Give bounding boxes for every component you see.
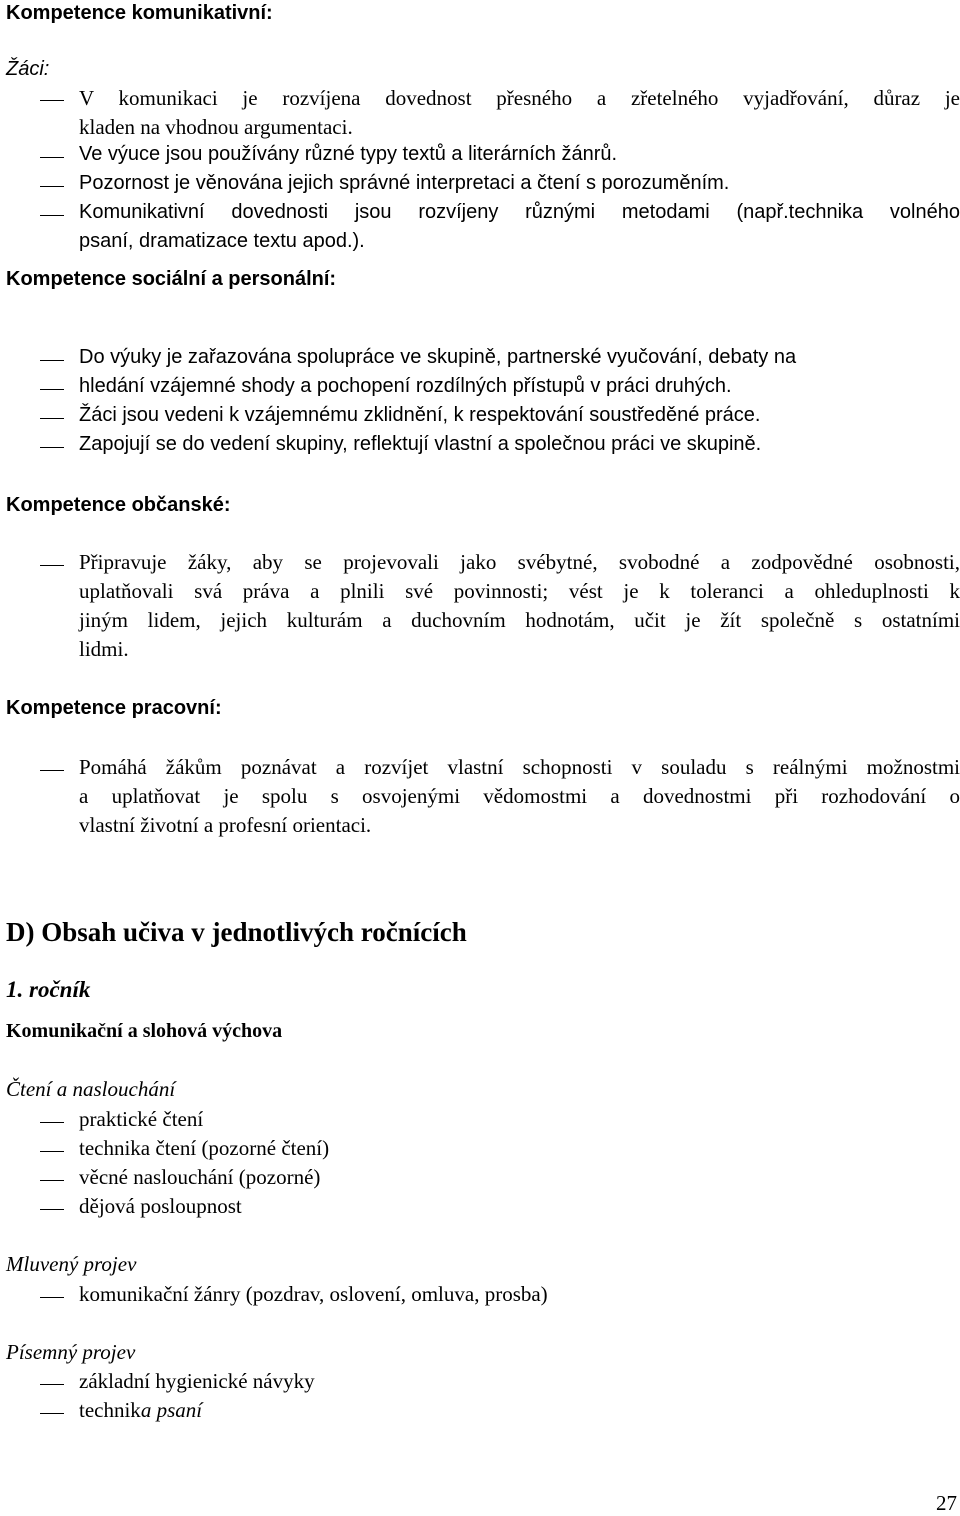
list-item-text: Pomáhá žákům poznávat a rozvíjet vlastní schopnosti v souladu s reálnými možnostmi (79, 755, 960, 779)
list-item-text: uplatňovali svá práva a plnili své povinnosti; vést je k toleranci a ohleduplnosti k (79, 579, 960, 603)
list-dash (40, 565, 64, 566)
list-dash (40, 1122, 64, 1123)
heading-kompetence-obcanske: Kompetence občanské: (6, 494, 231, 516)
list-dash (40, 157, 64, 158)
list-item-text: Žáci jsou vedeni k vzájemnému zklidnění, k respektování soustředěné práce. (79, 404, 761, 426)
page-number: 27 (936, 1491, 957, 1515)
list-item-text: a uplatňovat je spolu s osvojenými vědomostmi a dovednostmi při rozhodování o (79, 784, 960, 808)
list-item-text: Pozornost je věnována jejich správné interpretaci a čtení s porozuměním. (79, 172, 730, 194)
list-dash (40, 770, 64, 771)
list-dash (40, 1297, 64, 1298)
subheading-zaci: Žáci: (6, 58, 50, 80)
list-dash (40, 1151, 64, 1152)
list-item-text: kladen na vhodnou argumentaci. (79, 115, 353, 139)
list-item-text: dějová posloupnost (79, 1194, 242, 1218)
list-dash (40, 389, 64, 390)
heading-kompetence-pracovni: Kompetence pracovní: (6, 697, 222, 719)
list-item-text: V komunikaci je rozvíjena dovednost přesného a zřetelného vyjadřování, důraz je (79, 86, 960, 110)
heading-kompetence-komunikativni: Kompetence komunikativní: (6, 2, 273, 24)
list-dash (40, 1180, 64, 1181)
list-dash (40, 360, 64, 361)
topic-title-cteni: Čtení a naslouchání (6, 1077, 176, 1101)
subject-heading: Komunikační a slohová výchova (6, 1020, 283, 1042)
list-dash (40, 100, 64, 101)
list-dash (40, 1209, 64, 1210)
list-item-text: praktické čtení (79, 1107, 204, 1131)
list-item-text (79, 1398, 202, 1423)
grade-heading: 1. ročník (6, 977, 91, 1002)
list-dash (40, 418, 64, 419)
list-item-text: Do výuky je zařazována spolupráce ve skupině, partnerské vyučování, debaty na (79, 346, 797, 368)
list-item-text: lidmi. (79, 637, 129, 661)
list-item-text: hledání vzájemné shody a pochopení rozdílných přístupů v práci druhých. (79, 375, 732, 397)
list-dash (40, 215, 64, 216)
list-dash (40, 447, 64, 448)
list-dash (40, 186, 64, 187)
section-heading-obsah-uciva: D) Obsah učiva v jednotlivých ročnících (6, 917, 467, 947)
list-item-text: psaní, dramatizace textu apod.). (79, 230, 365, 252)
list-item-text: Ve výuce jsou používány různé typy textů a literárních žánrů. (79, 143, 618, 165)
list-item-text: vlastní životní a profesní orientaci. (79, 813, 372, 837)
list-item-text-normal: technik (79, 1398, 141, 1422)
list-item-text: jiným lidem, jejich kulturám a duchovním hodnotám, učit je žít společně s ostatními (79, 608, 960, 632)
list-item-text-italic: a psaní (140, 1398, 203, 1422)
heading-kompetence-socialni: Kompetence sociální a personální: (6, 268, 337, 290)
list-dash (40, 1384, 64, 1385)
list-item-text: komunikační žánry (pozdrav, oslovení, omluva, prosba) (79, 1282, 548, 1306)
list-item-text: Zapojují se do vedení skupiny, reflektují vlastní a společnou práci ve skupině. (79, 433, 762, 455)
list-dash (40, 1413, 64, 1414)
topic-title-mluveny: Mluvený projev (6, 1252, 137, 1276)
topic-title-pisemny: Písemný projev (6, 1340, 136, 1364)
list-item-text: Komunikativní dovednosti jsou rozvíjeny různými metodami (např.technika volného (79, 201, 960, 223)
list-item-text: Připravuje žáky, aby se projevovali jako svébytné, svobodné a zodpovědné osobnosti, (79, 550, 960, 574)
list-item-text: technika čtení (pozorné čtení) (79, 1136, 330, 1160)
list-item-text: základní hygienické návyky (79, 1369, 315, 1393)
list-item-text: věcné naslouchání (pozorné) (79, 1165, 321, 1189)
